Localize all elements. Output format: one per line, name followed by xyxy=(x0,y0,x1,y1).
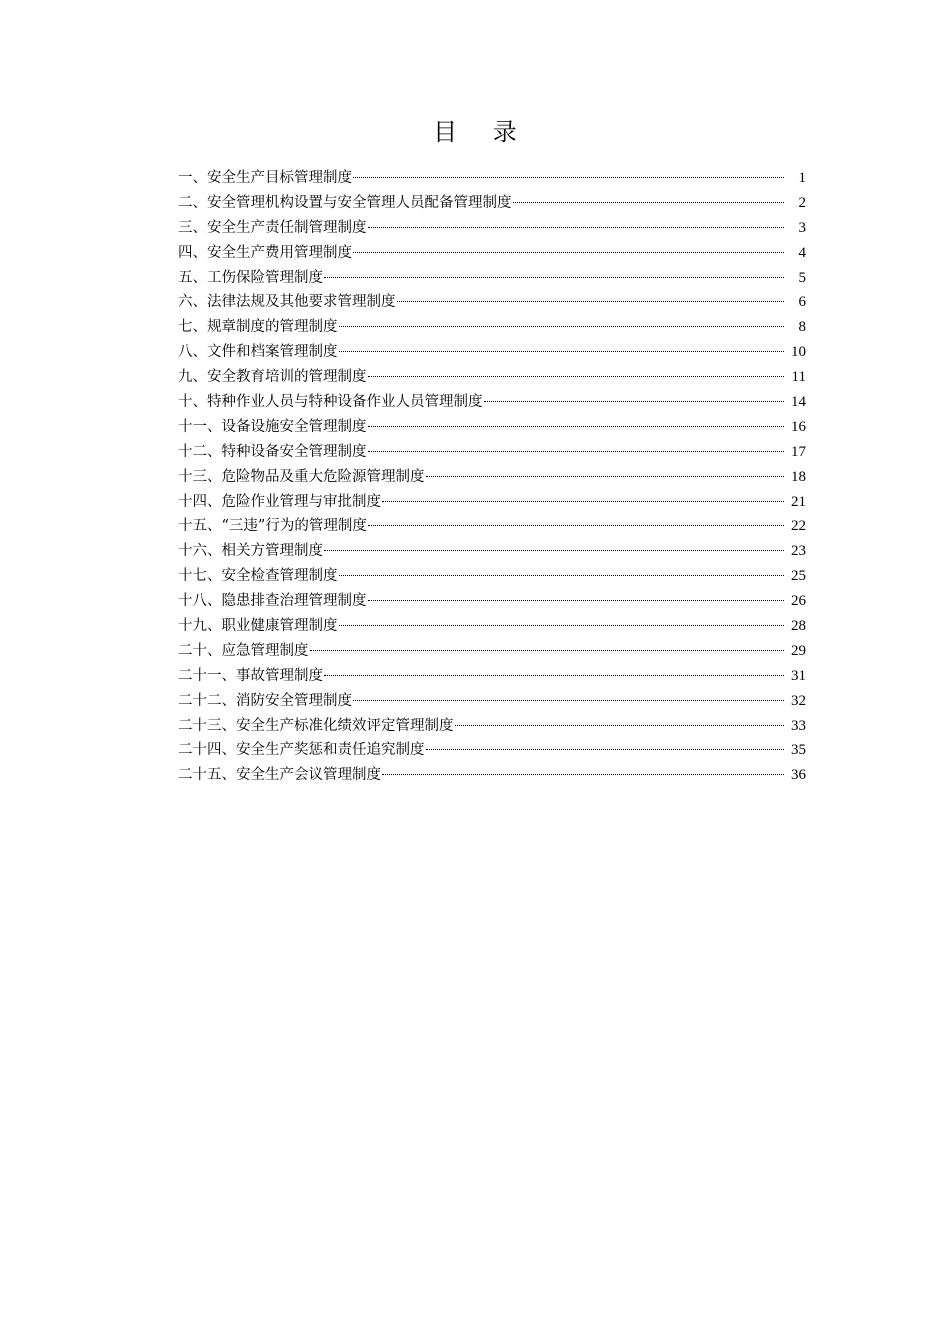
toc-list xyxy=(178,166,806,788)
toc-entry-text: 六、法律法规及其他要求管理制度 xyxy=(178,294,396,311)
toc-entry-page: 22 xyxy=(791,518,806,535)
toc-dot-leader xyxy=(353,700,784,701)
toc-title: 目 录 xyxy=(433,118,531,146)
toc-entry-text: 十六、相关方管理制度 xyxy=(178,543,323,560)
toc-entry-text: 十三、危险物品及重大危险源管理制度 xyxy=(178,468,425,485)
toc-dot-leader xyxy=(484,401,785,402)
toc-entry-text: 三、安全生产责任制管理制度 xyxy=(178,219,367,236)
toc-dot-leader xyxy=(368,600,785,601)
toc-dot-leader xyxy=(310,650,785,651)
toc-entry xyxy=(178,539,806,564)
toc-entry xyxy=(178,340,806,365)
toc-entry-page: 36 xyxy=(791,767,806,784)
toc-dot-leader xyxy=(339,625,785,626)
toc-dot-leader xyxy=(339,351,785,352)
toc-entry-text: 五、工伤保险管理制度 xyxy=(178,269,323,286)
toc-entry xyxy=(178,266,806,291)
toc-entry-text: 七、规章制度的管理制度 xyxy=(178,319,338,336)
toc-entry-page: 33 xyxy=(791,717,806,734)
toc-dot-leader xyxy=(426,476,785,477)
toc-dot-leader xyxy=(426,749,785,750)
toc-entry-text: 十四、危险作业管理与审批制度 xyxy=(178,493,381,510)
toc-dot-leader xyxy=(353,177,784,178)
toc-entry-text: 一、安全生产目标管理制度 xyxy=(178,170,352,186)
toc-entry-page: 29 xyxy=(791,642,806,659)
toc-entry-text: 二十二、消防安全管理制度 xyxy=(178,692,352,709)
toc-dot-leader xyxy=(324,277,784,278)
toc-entry-text: 四、安全生产费用管理制度 xyxy=(178,244,352,261)
toc-dot-leader xyxy=(339,326,785,327)
toc-entry xyxy=(178,639,806,664)
toc-entry-page: 32 xyxy=(791,692,806,709)
toc-dot-leader xyxy=(339,575,785,576)
toc-entry-text: 十、特种作业人员与特种设备作业人员管理制度 xyxy=(178,394,483,411)
toc-entry xyxy=(178,191,806,216)
toc-entry-page: 1 xyxy=(798,170,806,186)
toc-entry-page: 18 xyxy=(791,468,806,485)
toc-entry-text: 二十、应急管理制度 xyxy=(178,642,309,659)
toc-dot-leader xyxy=(368,376,785,377)
toc-entry xyxy=(178,415,806,440)
toc-entry-page: 26 xyxy=(791,593,806,610)
toc-entry-text: 十八、隐患排查治理管理制度 xyxy=(178,593,367,610)
toc-entry xyxy=(178,564,806,589)
toc-entry xyxy=(178,216,806,241)
toc-dot-leader xyxy=(368,227,785,228)
toc-entry xyxy=(178,514,806,539)
toc-entry-page: 23 xyxy=(791,543,806,560)
toc-entry-page: 21 xyxy=(791,493,806,510)
toc-entry-page: 5 xyxy=(798,269,806,286)
toc-entry-text: 二、安全管理机构设置与安全管理人员配备管理制度 xyxy=(178,194,512,211)
toc-entry-page: 11 xyxy=(791,369,806,386)
toc-entry-text: 二十一、事故管理制度 xyxy=(178,667,323,684)
toc-dot-leader xyxy=(353,252,784,253)
toc-entry-page: 8 xyxy=(798,319,806,336)
toc-entry-text: 二十三、安全生产标准化绩效评定管理制度 xyxy=(178,717,454,734)
toc-entry-page: 35 xyxy=(791,742,806,759)
toc-dot-leader xyxy=(397,301,785,302)
toc-entry-page: 28 xyxy=(791,618,806,635)
toc-dot-leader xyxy=(513,202,785,203)
toc-entry-text: 十一、设备设施安全管理制度 xyxy=(178,418,367,435)
toc-entry-page: 10 xyxy=(791,344,806,361)
toc-entry xyxy=(178,315,806,340)
toc-entry-text: 二十五、安全生产会议管理制度 xyxy=(178,767,381,784)
toc-entry-text: 九、安全教育培训的管理制度 xyxy=(178,369,367,386)
toc-entry-page: 16 xyxy=(791,418,806,435)
toc-entry xyxy=(178,689,806,714)
toc-entry-page: 14 xyxy=(791,394,806,411)
toc-entry xyxy=(178,465,806,490)
toc-entry xyxy=(178,738,806,763)
toc-entry-page: 2 xyxy=(798,194,806,211)
toc-entry xyxy=(178,241,806,266)
toc-entry-page: 6 xyxy=(798,294,806,311)
toc-entry-page: 3 xyxy=(798,219,806,236)
toc-dot-leader xyxy=(382,501,784,502)
toc-dot-leader xyxy=(455,725,785,726)
toc-entry xyxy=(178,490,806,515)
toc-dot-leader xyxy=(382,774,784,775)
toc-entry xyxy=(178,714,806,739)
toc-entry-text: 十五、“三违”行为的管理制度 xyxy=(178,518,367,535)
toc-dot-leader xyxy=(368,426,785,427)
toc-entry-text: 八、文件和档案管理制度 xyxy=(178,344,338,361)
toc-entry-text: 二十四、安全生产奖惩和责任追究制度 xyxy=(178,742,425,759)
toc-dot-leader xyxy=(368,451,785,452)
toc-entry-page: 17 xyxy=(791,443,806,460)
toc-entry xyxy=(178,390,806,415)
toc-entry-page: 25 xyxy=(791,568,806,585)
toc-entry-text: 十二、特种设备安全管理制度 xyxy=(178,443,367,460)
toc-entry-page: 31 xyxy=(791,667,806,684)
toc-entry xyxy=(178,763,806,788)
toc-entry xyxy=(178,365,806,390)
toc-entry xyxy=(178,664,806,689)
toc-entry xyxy=(178,440,806,465)
toc-entry-page: 4 xyxy=(798,244,806,261)
toc-dot-leader xyxy=(324,550,784,551)
toc-entry xyxy=(178,166,806,191)
toc-dot-leader xyxy=(368,525,784,526)
toc-entry xyxy=(178,589,806,614)
toc-entry-text: 十九、职业健康管理制度 xyxy=(178,618,338,635)
toc-entry xyxy=(178,614,806,639)
toc-entry xyxy=(178,290,806,315)
toc-dot-leader xyxy=(324,675,784,676)
toc-entry-text: 十七、安全检查管理制度 xyxy=(178,568,338,585)
